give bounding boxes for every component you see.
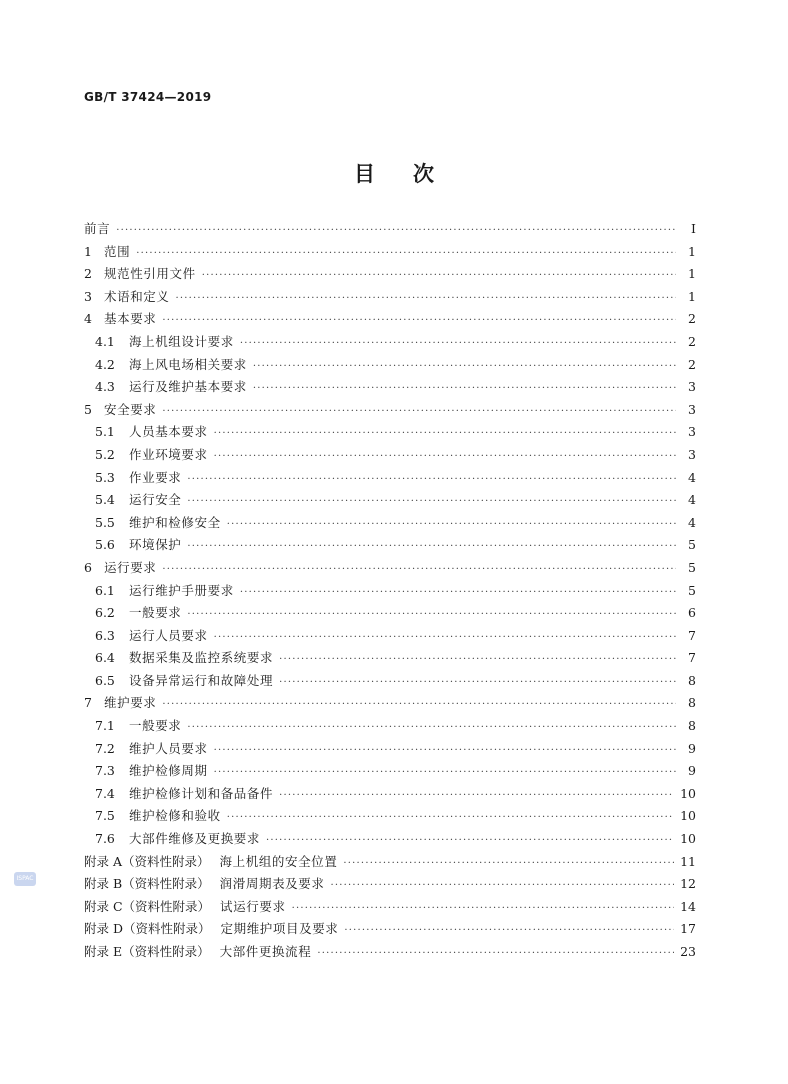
watermark-stamp: ISPAC [14, 872, 36, 886]
toc-entry-label: 维护检修计划和备品备件 [129, 785, 274, 801]
toc-entry-page-number: Ⅰ [691, 221, 696, 236]
toc-entry-number: 4.1 [95, 333, 115, 349]
toc-entry-page-number: 6 [688, 605, 696, 621]
toc-entry-label: 设备异常运行和故障处理 [129, 672, 274, 688]
toc-entry-page-number: 12 [680, 876, 696, 892]
toc-entry[interactable] [84, 445, 696, 468]
toc-entry-number: 附录 A（资料性附录） [84, 853, 210, 869]
toc-entry-number: 2 [84, 266, 92, 282]
toc-entry-page-number: 1 [688, 266, 696, 282]
toc-entry-label: 维护人员要求 [129, 740, 208, 756]
dot-leader [253, 361, 676, 372]
toc-entry[interactable] [84, 852, 696, 875]
toc-entry-number: 5.6 [95, 537, 115, 553]
toc-entry-label: 海上风电场相关要求 [129, 356, 247, 372]
toc-entry-number: 6 [84, 559, 92, 575]
toc-entry[interactable] [84, 219, 696, 242]
toc-entry-label: 运行要求 [104, 559, 157, 575]
toc-entry-number: 6.3 [95, 627, 115, 643]
standard-number: GB/T 37424—2019 [84, 90, 212, 104]
toc-entry[interactable] [84, 490, 696, 513]
toc-entry[interactable] [84, 919, 696, 942]
dot-leader [214, 745, 676, 756]
toc-entry-number: 6.4 [95, 650, 115, 666]
toc-entry-number: 5 [84, 401, 92, 417]
toc-entry[interactable] [84, 671, 696, 694]
toc-entry-page-number: 4 [688, 514, 696, 530]
toc-entry-page-number: 7 [688, 650, 696, 666]
toc-entry-label: 前言 [84, 221, 111, 236]
toc-entry[interactable] [84, 309, 696, 332]
toc-entry-label: 人员基本要求 [129, 424, 208, 440]
dot-leader [240, 587, 676, 598]
toc-entry-page-number: 3 [688, 379, 696, 395]
dot-leader [343, 858, 674, 869]
toc-entry[interactable] [84, 377, 696, 400]
toc-entry-label: 试运行要求 [220, 898, 286, 914]
toc-entry-number: 6.1 [95, 582, 115, 598]
toc-entry-page-number: 1 [688, 243, 696, 259]
toc-entry-page-number: 14 [680, 898, 696, 914]
toc-entry-page-number: 10 [680, 831, 696, 847]
dot-leader [162, 699, 676, 710]
toc-entry-page-number: 11 [680, 853, 696, 869]
toc-entry-page-number: 8 [688, 672, 696, 688]
toc-entry-page-number: 2 [688, 333, 696, 349]
toc-entry[interactable] [84, 761, 696, 784]
toc-entry[interactable] [84, 264, 696, 287]
toc-entry[interactable] [84, 626, 696, 649]
toc-entry-number: 7.5 [95, 808, 115, 824]
toc-entry[interactable] [84, 716, 696, 739]
toc-entry-label: 运行维护手册要求 [129, 582, 234, 598]
dot-leader [279, 677, 676, 688]
toc-entry-page-number: 5 [688, 582, 696, 598]
toc-entry-page-number: 23 [680, 944, 696, 959]
toc-entry-label: 范围 [104, 243, 131, 259]
toc-entry-page-number: 10 [680, 808, 696, 824]
toc-entry-page-number: 1 [688, 288, 696, 304]
toc-entry-label: 运行安全 [129, 492, 182, 508]
toc-entry[interactable] [84, 242, 696, 265]
toc-title: 目次 [354, 162, 472, 186]
dot-leader [176, 293, 676, 304]
toc-entry-number: 5.5 [95, 514, 115, 530]
toc-entry-page-number: 9 [688, 763, 696, 779]
toc-entry-label: 一般要求 [129, 605, 182, 621]
dot-leader [214, 767, 676, 778]
toc-entry[interactable] [84, 942, 696, 965]
toc-entry-number: 5.2 [95, 446, 115, 462]
toc-entry[interactable] [84, 581, 696, 604]
toc-entry[interactable] [84, 693, 696, 716]
dot-leader [116, 225, 676, 236]
toc-entry-label: 数据采集及监控系统要求 [129, 650, 274, 666]
toc-entry-page-number: 3 [688, 424, 696, 440]
toc-entry-page-number: 4 [688, 469, 696, 485]
toc-entry-number: 7.6 [95, 831, 115, 847]
toc-entry-page-number: 2 [688, 356, 696, 372]
dot-leader [162, 564, 676, 575]
dot-leader [136, 248, 676, 259]
dot-leader [279, 790, 674, 801]
toc-entry-page-number: 5 [688, 537, 696, 553]
toc-entry-number: 1 [84, 243, 92, 259]
toc-entry-number: 7 [84, 695, 92, 711]
toc-entry-page-number: 8 [688, 718, 696, 734]
toc-entry-number: 附录 D（资料性附录） [84, 921, 211, 937]
toc-entry-label: 运行人员要求 [129, 627, 208, 643]
dot-leader [317, 948, 674, 959]
toc-entry-label: 作业要求 [129, 469, 182, 485]
dot-leader [187, 474, 676, 485]
toc-entry-label: 维护检修周期 [129, 763, 208, 779]
toc-entry-page-number: 3 [688, 401, 696, 417]
dot-leader [279, 654, 676, 665]
toc-entry-number: 5.1 [95, 424, 115, 440]
toc-entry-label: 规范性引用文件 [104, 266, 196, 282]
dot-leader [187, 609, 676, 620]
toc-entry-label: 术语和定义 [104, 288, 170, 304]
toc-entry[interactable] [84, 332, 696, 355]
dot-leader [227, 519, 676, 530]
toc-entry-number: 附录 B（资料性附录） [84, 876, 210, 892]
toc-entry[interactable] [84, 287, 696, 310]
toc-entry-label: 海上机组设计要求 [129, 333, 234, 349]
dot-leader [202, 270, 676, 281]
dot-leader [187, 496, 676, 507]
toc-entry[interactable] [84, 829, 696, 852]
toc-entry-label: 安全要求 [104, 401, 157, 417]
toc-entry[interactable] [84, 558, 696, 581]
toc-entry-page-number: 8 [688, 695, 696, 711]
dot-leader [344, 925, 674, 936]
dot-leader [214, 632, 676, 643]
dot-leader [187, 722, 676, 733]
toc-entry-page-number: 10 [680, 785, 696, 801]
toc-entry-label: 基本要求 [104, 311, 157, 327]
toc-entry-label: 一般要求 [129, 718, 182, 734]
toc-entry-page-number: 7 [688, 627, 696, 643]
toc-entry-label: 作业环境要求 [129, 446, 208, 462]
toc-entry[interactable] [84, 874, 696, 897]
toc-entry-label: 维护检修和验收 [129, 808, 221, 824]
toc-entry-page-number: 2 [688, 311, 696, 327]
toc-entry[interactable] [84, 897, 696, 920]
toc-entry[interactable] [84, 806, 696, 829]
dot-leader [253, 383, 676, 394]
dot-leader [330, 880, 674, 891]
toc-entry[interactable] [84, 535, 696, 558]
toc-entry-number: 5.4 [95, 492, 115, 508]
toc-entry[interactable] [84, 422, 696, 445]
toc-entry-label: 大部件更换流程 [219, 944, 312, 959]
toc-entry-label: 润滑周期表及要求 [219, 876, 325, 892]
toc-entry-label: 维护和检修安全 [129, 514, 221, 530]
table-of-contents [84, 219, 696, 965]
dot-leader [214, 428, 676, 439]
toc-entry-number: 7.4 [95, 785, 115, 801]
toc-entry-page-number: 17 [680, 921, 696, 937]
dot-leader [187, 541, 676, 552]
toc-entry-number: 5.3 [95, 469, 115, 485]
dot-leader [240, 338, 676, 349]
toc-entry-number: 6.5 [95, 672, 115, 688]
toc-entry-number: 附录 E（资料性附录） [84, 944, 210, 959]
toc-entry-number: 4.3 [95, 379, 115, 395]
toc-entry-number: 6.2 [95, 605, 115, 621]
dot-leader [162, 406, 676, 417]
dot-leader [162, 315, 676, 326]
toc-entry-label: 海上机组的安全位置 [219, 853, 338, 869]
dot-leader [214, 451, 676, 462]
toc-entry-number: 附录 C（资料性附录） [84, 898, 211, 914]
toc-entry[interactable] [84, 513, 696, 536]
toc-entry-page-number: 5 [688, 559, 696, 575]
toc-entry-label: 大部件维修及更换要求 [129, 831, 261, 847]
toc-entry-label: 维护要求 [104, 695, 157, 711]
dot-leader [292, 903, 675, 914]
toc-entry[interactable] [84, 739, 696, 762]
toc-entry-number: 7.2 [95, 740, 115, 756]
toc-entry[interactable] [84, 400, 696, 423]
toc-entry-page-number: 9 [688, 740, 696, 756]
toc-entry-page-number: 3 [688, 446, 696, 462]
toc-entry-number: 7.3 [95, 763, 115, 779]
toc-entry[interactable] [84, 603, 696, 626]
toc-entry[interactable] [84, 784, 696, 807]
toc-entry-page-number: 4 [688, 492, 696, 508]
toc-entry[interactable] [84, 355, 696, 378]
toc-entry[interactable] [84, 468, 696, 491]
toc-entry[interactable] [84, 648, 696, 671]
toc-entry-number: 4.2 [95, 356, 115, 372]
toc-entry-label: 定期维护项目及要求 [220, 921, 339, 937]
toc-entry-label: 运行及维护基本要求 [129, 379, 247, 395]
toc-entry-number: 4 [84, 311, 92, 327]
toc-entry-number: 7.1 [95, 718, 115, 734]
toc-entry-label: 环境保护 [129, 537, 182, 553]
dot-leader [227, 812, 674, 823]
dot-leader [266, 835, 674, 846]
toc-entry-number: 3 [84, 288, 92, 304]
